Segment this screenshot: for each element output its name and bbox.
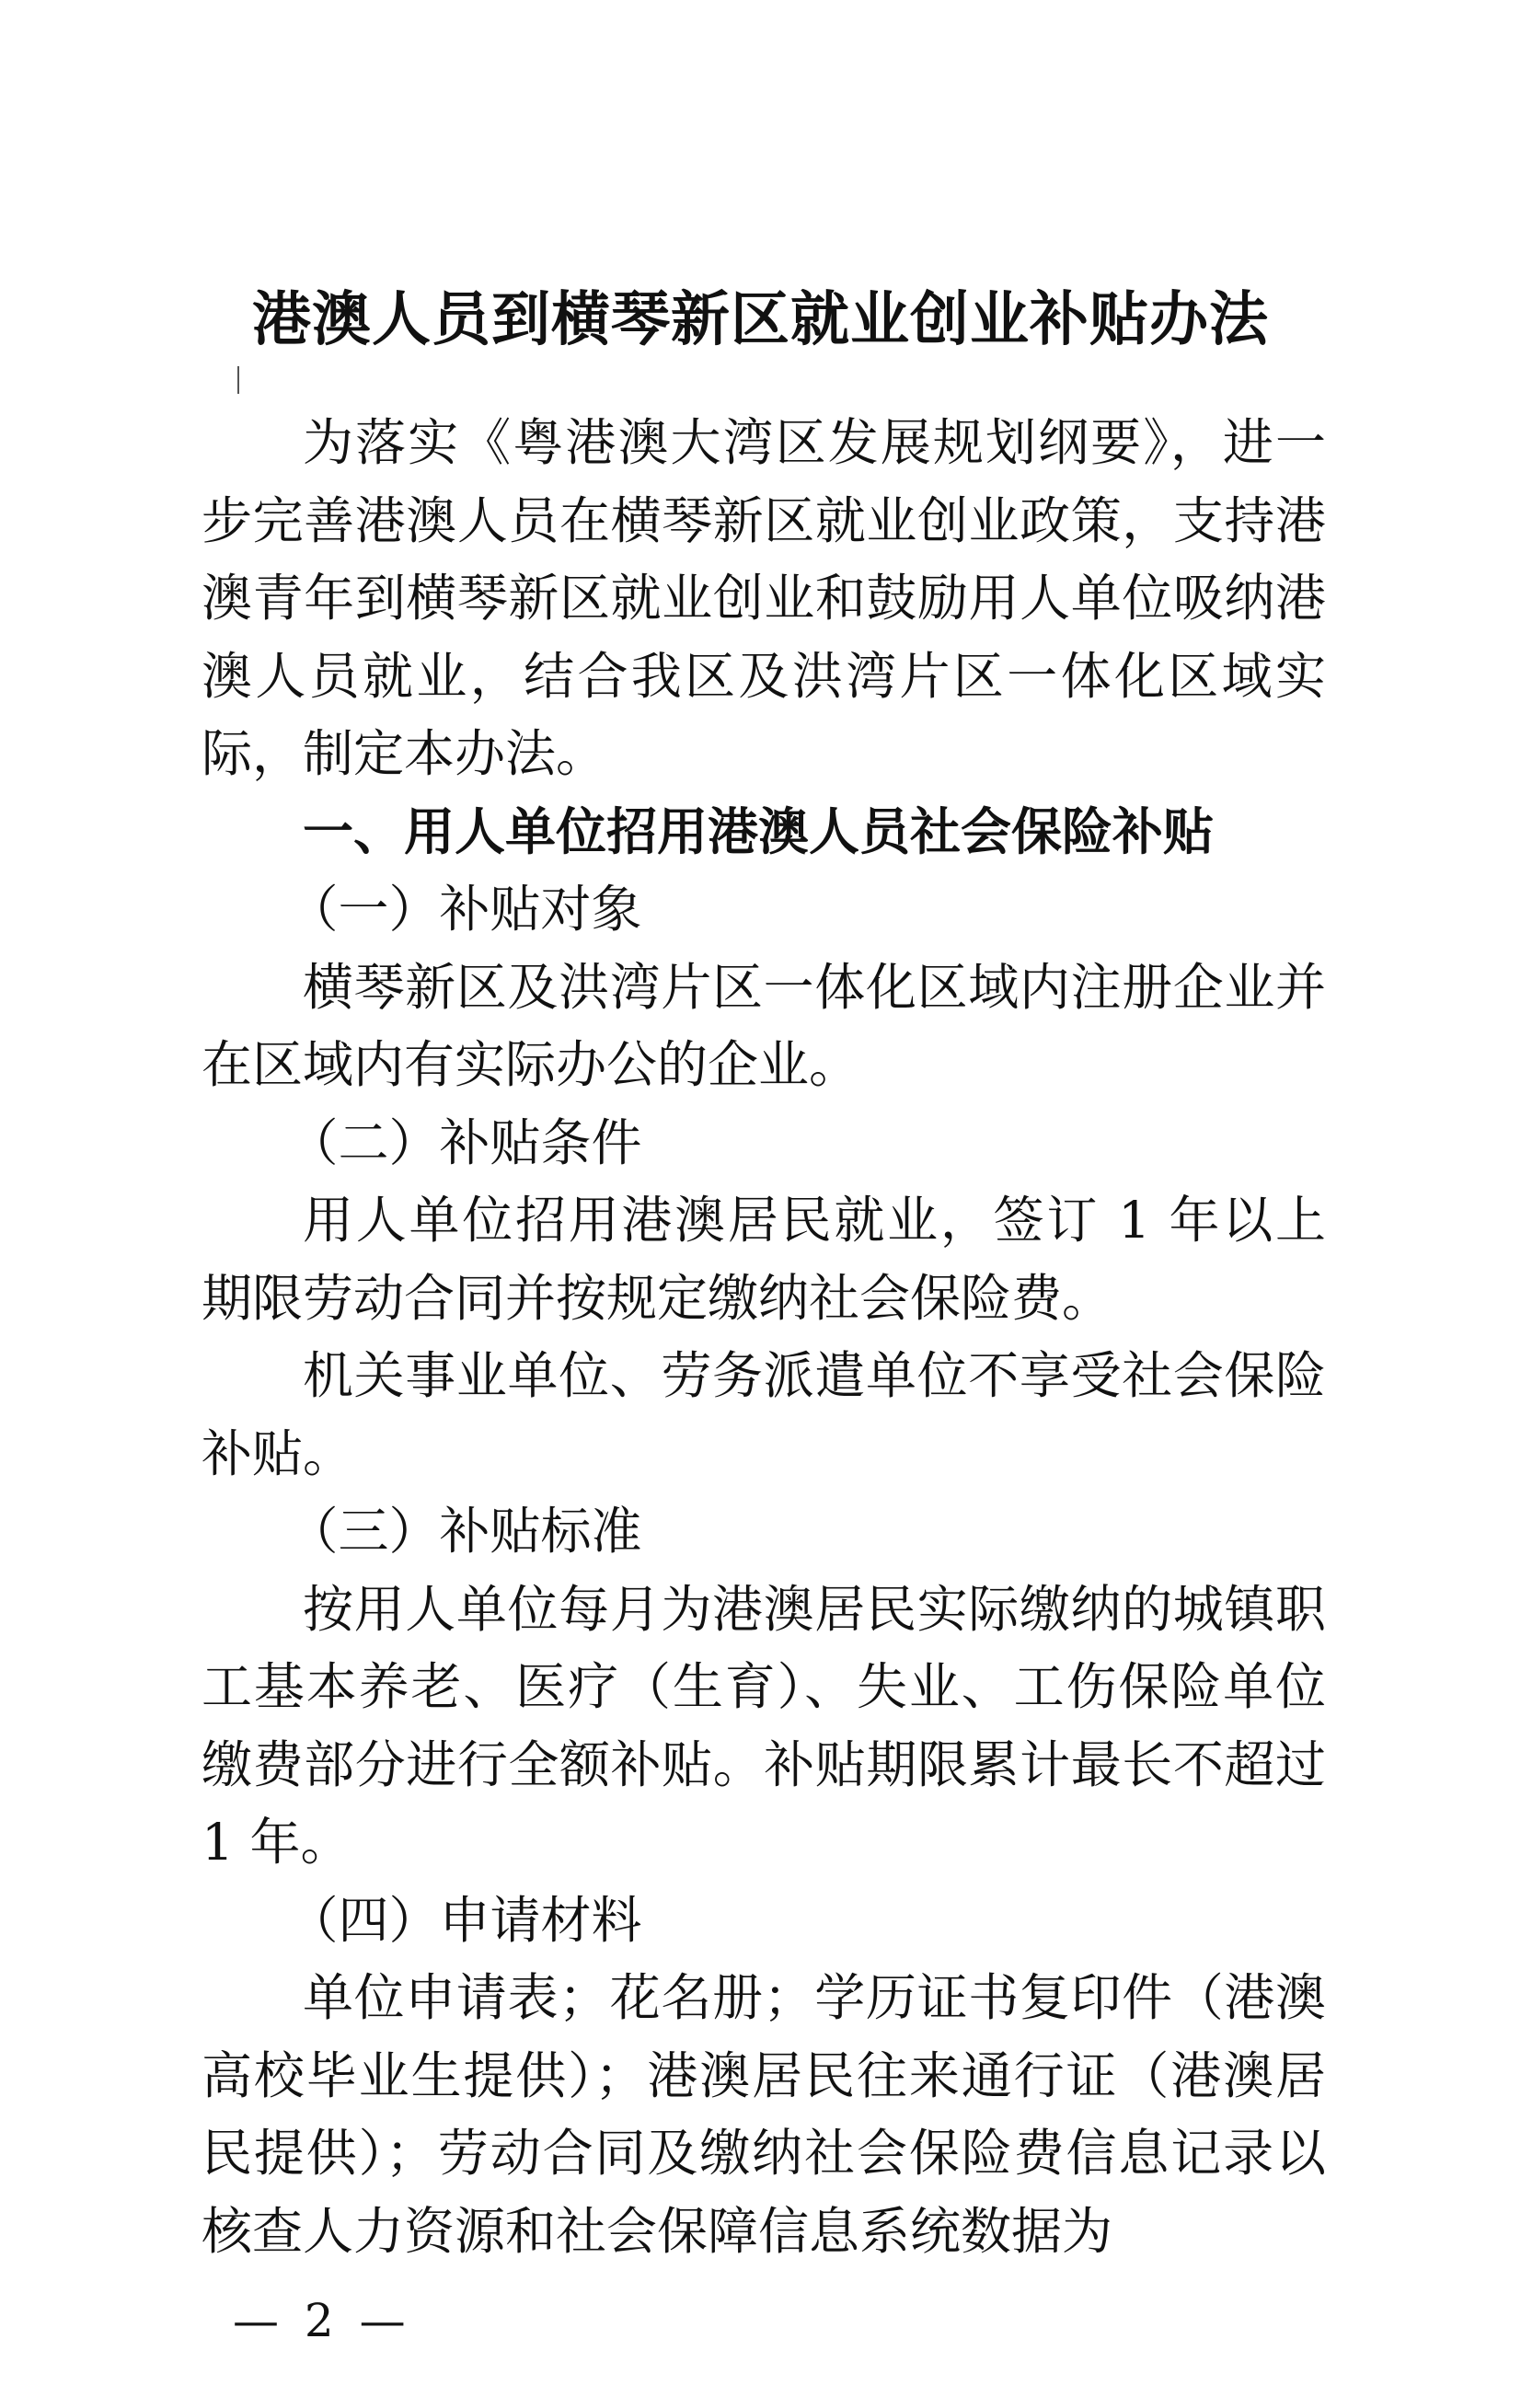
page-number: — 2 — <box>233 2294 411 2347</box>
scan-mark <box>237 366 239 394</box>
section-heading: 一、用人单位招用港澳人员社会保险补贴 <box>303 801 1215 861</box>
paragraph: 横琴新区及洪湾片区一体化区域内注册企业并在区域内有实际办公的企业。 <box>202 957 1326 1094</box>
paragraph: 按用人单位每月为港澳居民实际缴纳的城镇职工基本养老、医疗（生育）、失业、工伤保险单位缴费部分进行全额补贴。补贴期限累计最长不超过 1 年。 <box>202 1579 1326 1872</box>
subsection-heading: （二）补贴条件 <box>287 1112 642 1172</box>
subsection-heading: （四）申请材料 <box>287 1890 642 1950</box>
intro-paragraph: 为落实《粤港澳大湾区发展规划纲要》，进一步完善港澳人员在横琴新区就业创业政策，支持港澳青年到横琴新区就业创业和鼓励用人单位吸纳港澳人员就业，结合我区及洪湾片区一体化区域实际，制定本办法。 <box>202 413 1326 783</box>
paragraph: 用人单位招用港澳居民就业，签订 1 年以上期限劳动合同并按规定缴纳社会保险费。 <box>202 1191 1326 1328</box>
subsection-heading: （一）补贴对象 <box>287 880 642 939</box>
paragraph: 单位申请表；花名册；学历证书复印件（港澳高校毕业生提供）；港澳居民往来通行证（港澳居民提供）；劳动合同及缴纳社会保险费信息记录以核查人力资源和社会保障信息系统数据为 <box>202 1968 1326 2261</box>
document-title: 港澳人员到横琴新区就业创业补贴办法 <box>252 285 1269 354</box>
subsection-heading: （三）补贴标准 <box>287 1502 642 1561</box>
document-body <box>202 404 1326 2270</box>
paragraph: 机关事业单位、劳务派遣单位不享受社会保险补贴。 <box>202 1346 1326 1483</box>
